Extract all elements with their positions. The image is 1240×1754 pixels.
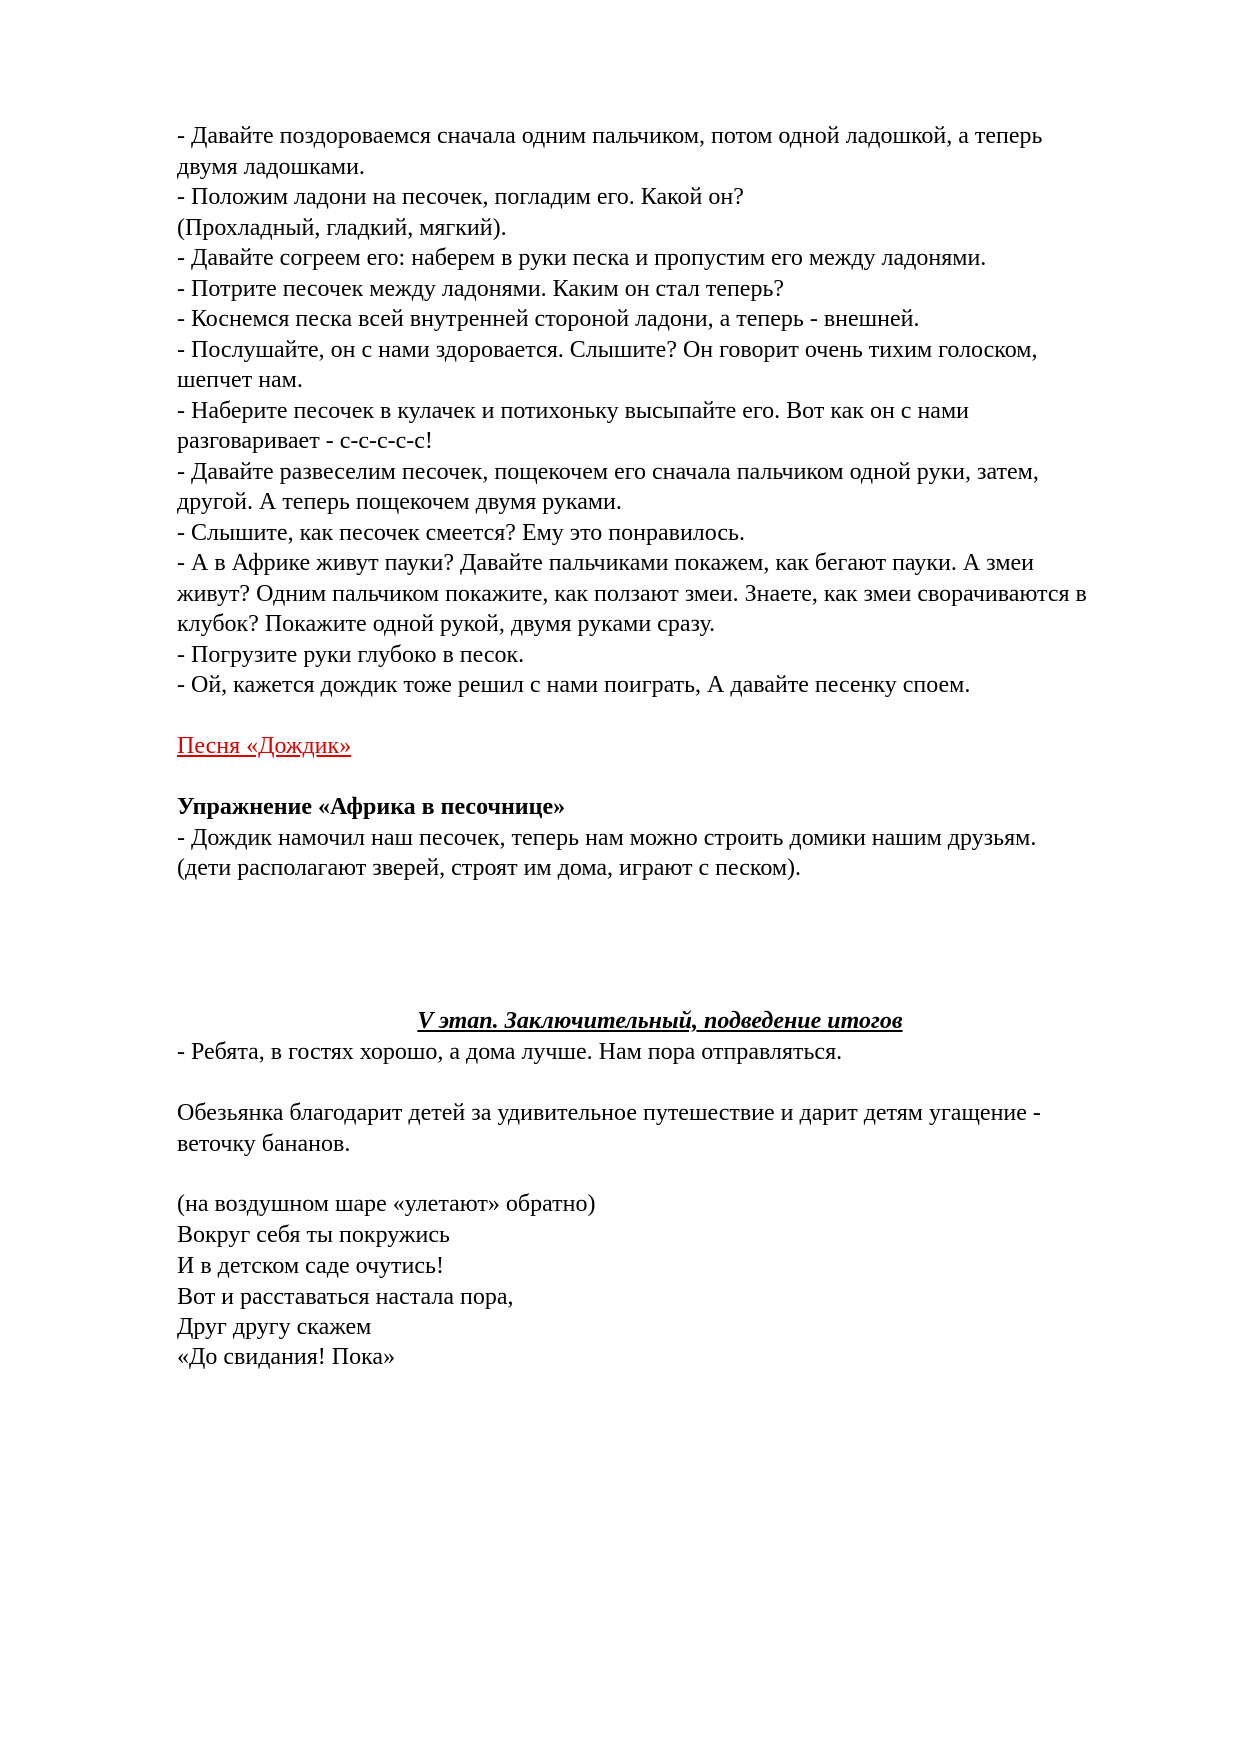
stage-paragraph-line: Обезьянка благодарит детей за удивительное путешествие и дарит детям угащение - [177, 1100, 1041, 1126]
dialogue-line: клубок? Покажите одной рукой, двумя руками сразу. [177, 611, 716, 637]
dialogue-line: - Давайте развеселим песочек, пощекочем его сначала пальчиком одной руки, затем, [177, 458, 1039, 485]
dialogue-line: - Погрузите руки глубоко в песок. [177, 641, 525, 668]
poem-line: «До свидания! Пока» [177, 1344, 396, 1370]
exercise-line: - Дождик намочил наш песочек, теперь нам можно строить домики нашим друзьям. [177, 825, 1037, 851]
dialogue-line: - Послушайте, он с нами здоровается. Слышите? Он говорит очень тихим голоском, [177, 336, 1038, 363]
dialogue-line: другой. А теперь пощекочем двумя руками. [177, 489, 622, 515]
song-link[interactable]: Песня «Дождик» [177, 733, 352, 759]
dialogue-line: двумя ладошками. [177, 153, 365, 180]
poem-line: И в детском саде очутись! [177, 1253, 444, 1279]
dialogue-line: - А в Африке живут пауки? Давайте пальчиками покажем, как бегают пауки. А змеи [177, 550, 1035, 576]
dialogue-line: (Прохладный, гладкий, мягкий). [177, 214, 507, 241]
dialogue-line: - Потрите песочек между ладонями. Каким он стал теперь? [177, 275, 785, 302]
dialogue-line: - Давайте согреем его: наберем в руки песка и пропустим его между ладонями. [177, 245, 987, 271]
poem-line: Вокруг себя ты покружись [177, 1222, 450, 1248]
dialogue-line: - Ой, кажется дождик тоже решил с нами поиграть, А давайте песенку споем. [177, 672, 971, 698]
exercise-line: (дети располагают зверей, строят им дома, играют с песком). [177, 855, 802, 881]
stage-line: - Ребята, в гостях хорошо, а дома лучше. Нам пора отправляться. [177, 1039, 843, 1065]
dialogue-line: - Положим ладони на песочек, погладим его. Какой он? [177, 184, 744, 210]
dialogue-line: - Давайте поздороваемся сначала одним пальчиком, потом одной ладошкой, а теперь [177, 123, 1043, 149]
dialogue-line: разговаривает - с-с-с-с-с! [177, 428, 433, 454]
poem-line: Друг другу скажем [177, 1314, 372, 1340]
poem-line: (на воздушном шаре «улетают» обратно) [177, 1191, 596, 1217]
stage-paragraph-line: веточку бананов. [177, 1131, 351, 1157]
dialogue-line: - Слышите, как песочек смеется? Ему это понравилось. [177, 519, 745, 546]
dialogue-line: шепчет нам. [177, 367, 303, 393]
stage-heading: V этап. Заключительный, подведение итогов [417, 1008, 903, 1034]
dialogue-line: - Коснемся песка всей внутренней стороной ладони, а теперь - внешней. [177, 306, 920, 332]
dialogue-line: живут? Одним пальчиком покажите, как ползают змеи. Знаете, как змеи сворачиваются в [177, 580, 1087, 607]
exercise-title: Упражнение «Африка в песочнице» [177, 794, 566, 820]
dialogue-line: - Наберите песочек в кулачек и потихоньку высыпайте его. Вот как он с нами [177, 397, 969, 424]
poem-line: Вот и расставаться настала пора, [177, 1284, 514, 1310]
